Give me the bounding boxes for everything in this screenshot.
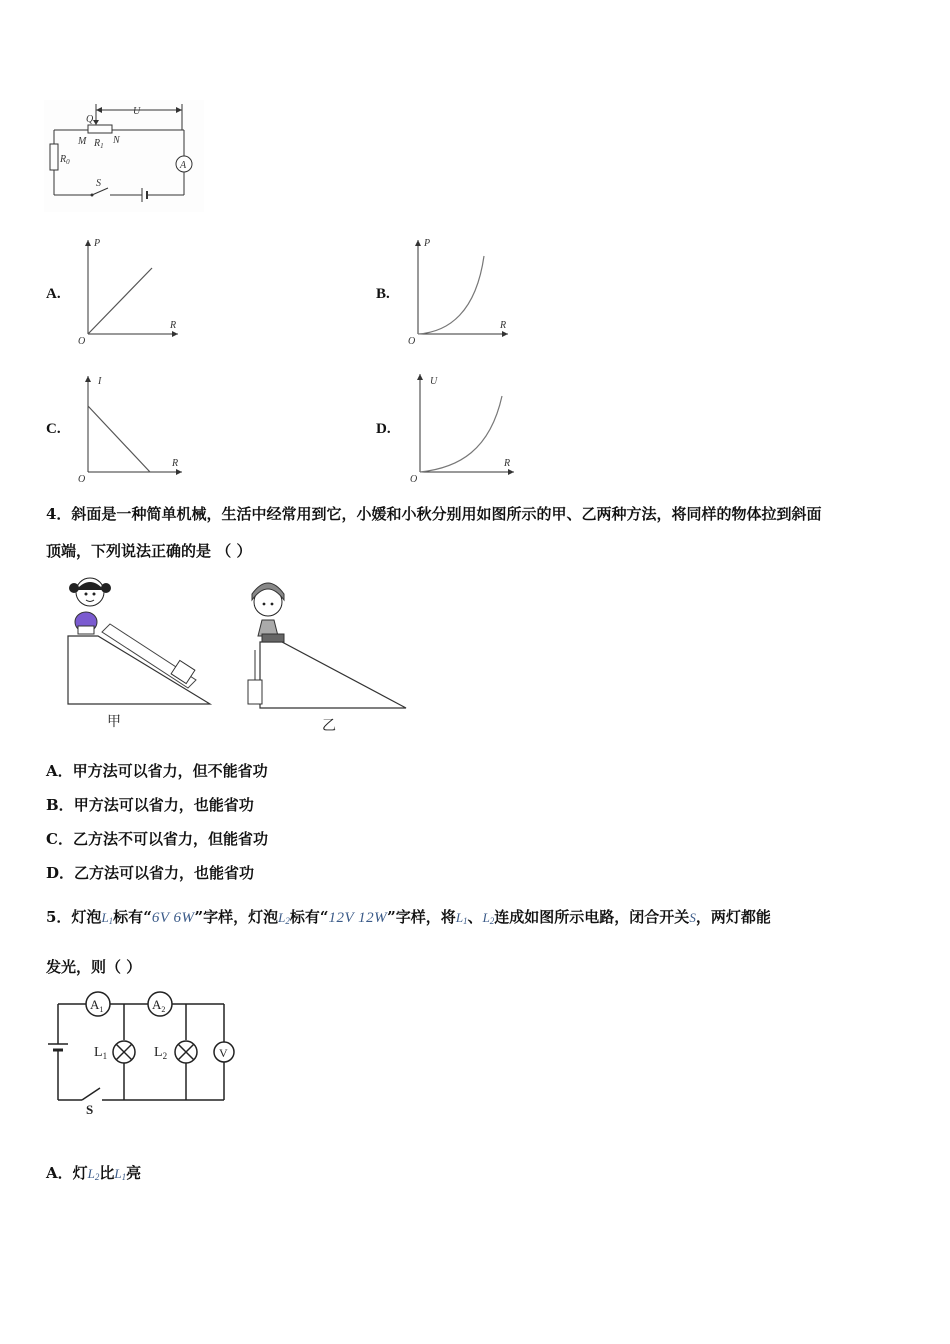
l1-label: $L_1$ <box>94 1045 108 1061</box>
fig-jia-label: 甲 <box>107 715 121 730</box>
q4-option-a[interactable]: A．甲方法可以省力，但不能省功 <box>46 762 268 780</box>
m-label: M <box>78 136 87 147</box>
q3-option-b-label[interactable]: B. <box>376 286 390 302</box>
graph-b-x: R <box>500 320 507 331</box>
q4-incline-figure <box>62 574 414 738</box>
q3-option-c-graph[interactable] <box>74 370 186 484</box>
graph-a-y: P <box>94 238 101 249</box>
girl-figure-icon <box>69 578 111 634</box>
l2-label: $L_2$ <box>154 1045 168 1061</box>
graph-b-curve <box>418 256 484 334</box>
q5-line1: 5．灯泡$L_1$标有“6V 6W”字样，灯泡$L_2$标有“12V 12W”字样，将$L_1$、$L_2$连成如图所示电路，闭合开关S，两灯都能 <box>46 908 771 926</box>
graph-c-x: R <box>172 458 179 469</box>
graph-a-line <box>88 268 152 334</box>
q5-l1-symbol: $L_1$ <box>101 910 114 926</box>
a1-label: $A_1$ <box>90 997 104 1014</box>
q5-l2-symbol: $L_2$ <box>278 910 290 926</box>
graph-c-line <box>88 406 150 472</box>
q4-line1: 4．斜面是一种简单机械，生活中经常用到它，小媛和小秋分别用如图所示的甲、乙两种方法，将同样的物体拉到斜面 <box>46 505 822 523</box>
graph-d-x: R <box>504 458 511 469</box>
q4-option-b[interactable]: B．甲方法可以省力，也能省功 <box>46 796 254 814</box>
q4-line2: 顶端，下列说法正确的是 （ ） <box>46 542 252 560</box>
q5-option-a[interactable]: A．灯$L_2$比$L_1$亮 <box>46 1164 142 1182</box>
graph-a-origin: O <box>78 336 86 346</box>
graph-a-x: R <box>170 320 177 331</box>
graph-d-y: U <box>430 376 438 387</box>
boy-figure-icon <box>252 583 284 642</box>
q5-circuit-diagram <box>44 988 240 1116</box>
ammeter-label: A <box>180 160 187 171</box>
fig-yi-label: 乙 <box>322 719 336 734</box>
graph-d-curve <box>420 396 502 472</box>
q4-option-c[interactable]: C．乙方法不可以省力，但能省功 <box>46 830 268 848</box>
q3-option-d-graph[interactable] <box>404 368 518 484</box>
q3-circuit-diagram <box>44 100 204 212</box>
a2-label: $A_2$ <box>152 997 166 1014</box>
r0-label: $R_0$ <box>60 154 70 166</box>
graph-b-y: P <box>424 238 431 249</box>
q3-option-b-graph[interactable] <box>404 234 512 346</box>
q3-option-a-graph[interactable] <box>74 234 182 346</box>
n-label: N <box>113 135 120 146</box>
graph-c-origin: O <box>78 474 86 484</box>
q5-line2: 发光，则（ ） <box>46 958 142 976</box>
q3-option-a-label[interactable]: A. <box>46 286 61 302</box>
q5-rating1: 6V 6W <box>151 910 195 926</box>
u-label: U <box>133 106 141 117</box>
r1-label: $R_1$ <box>94 138 104 150</box>
s-label: S <box>86 1102 94 1116</box>
graph-b-origin: O <box>408 336 416 346</box>
q5-rating2: 12V 12W <box>328 910 388 926</box>
q4-option-d[interactable]: D．乙方法可以省力，也能省功 <box>46 864 255 882</box>
q3-option-d-label[interactable]: D. <box>376 421 391 437</box>
graph-d-origin: O <box>410 474 418 484</box>
switch-label: S <box>96 178 101 189</box>
q3-option-c-label[interactable]: C. <box>46 421 61 437</box>
q-label: Q <box>86 114 94 125</box>
q5-switch-symbol: S <box>689 910 696 925</box>
graph-c-y: I <box>98 376 102 387</box>
v-label: V <box>219 1046 228 1060</box>
